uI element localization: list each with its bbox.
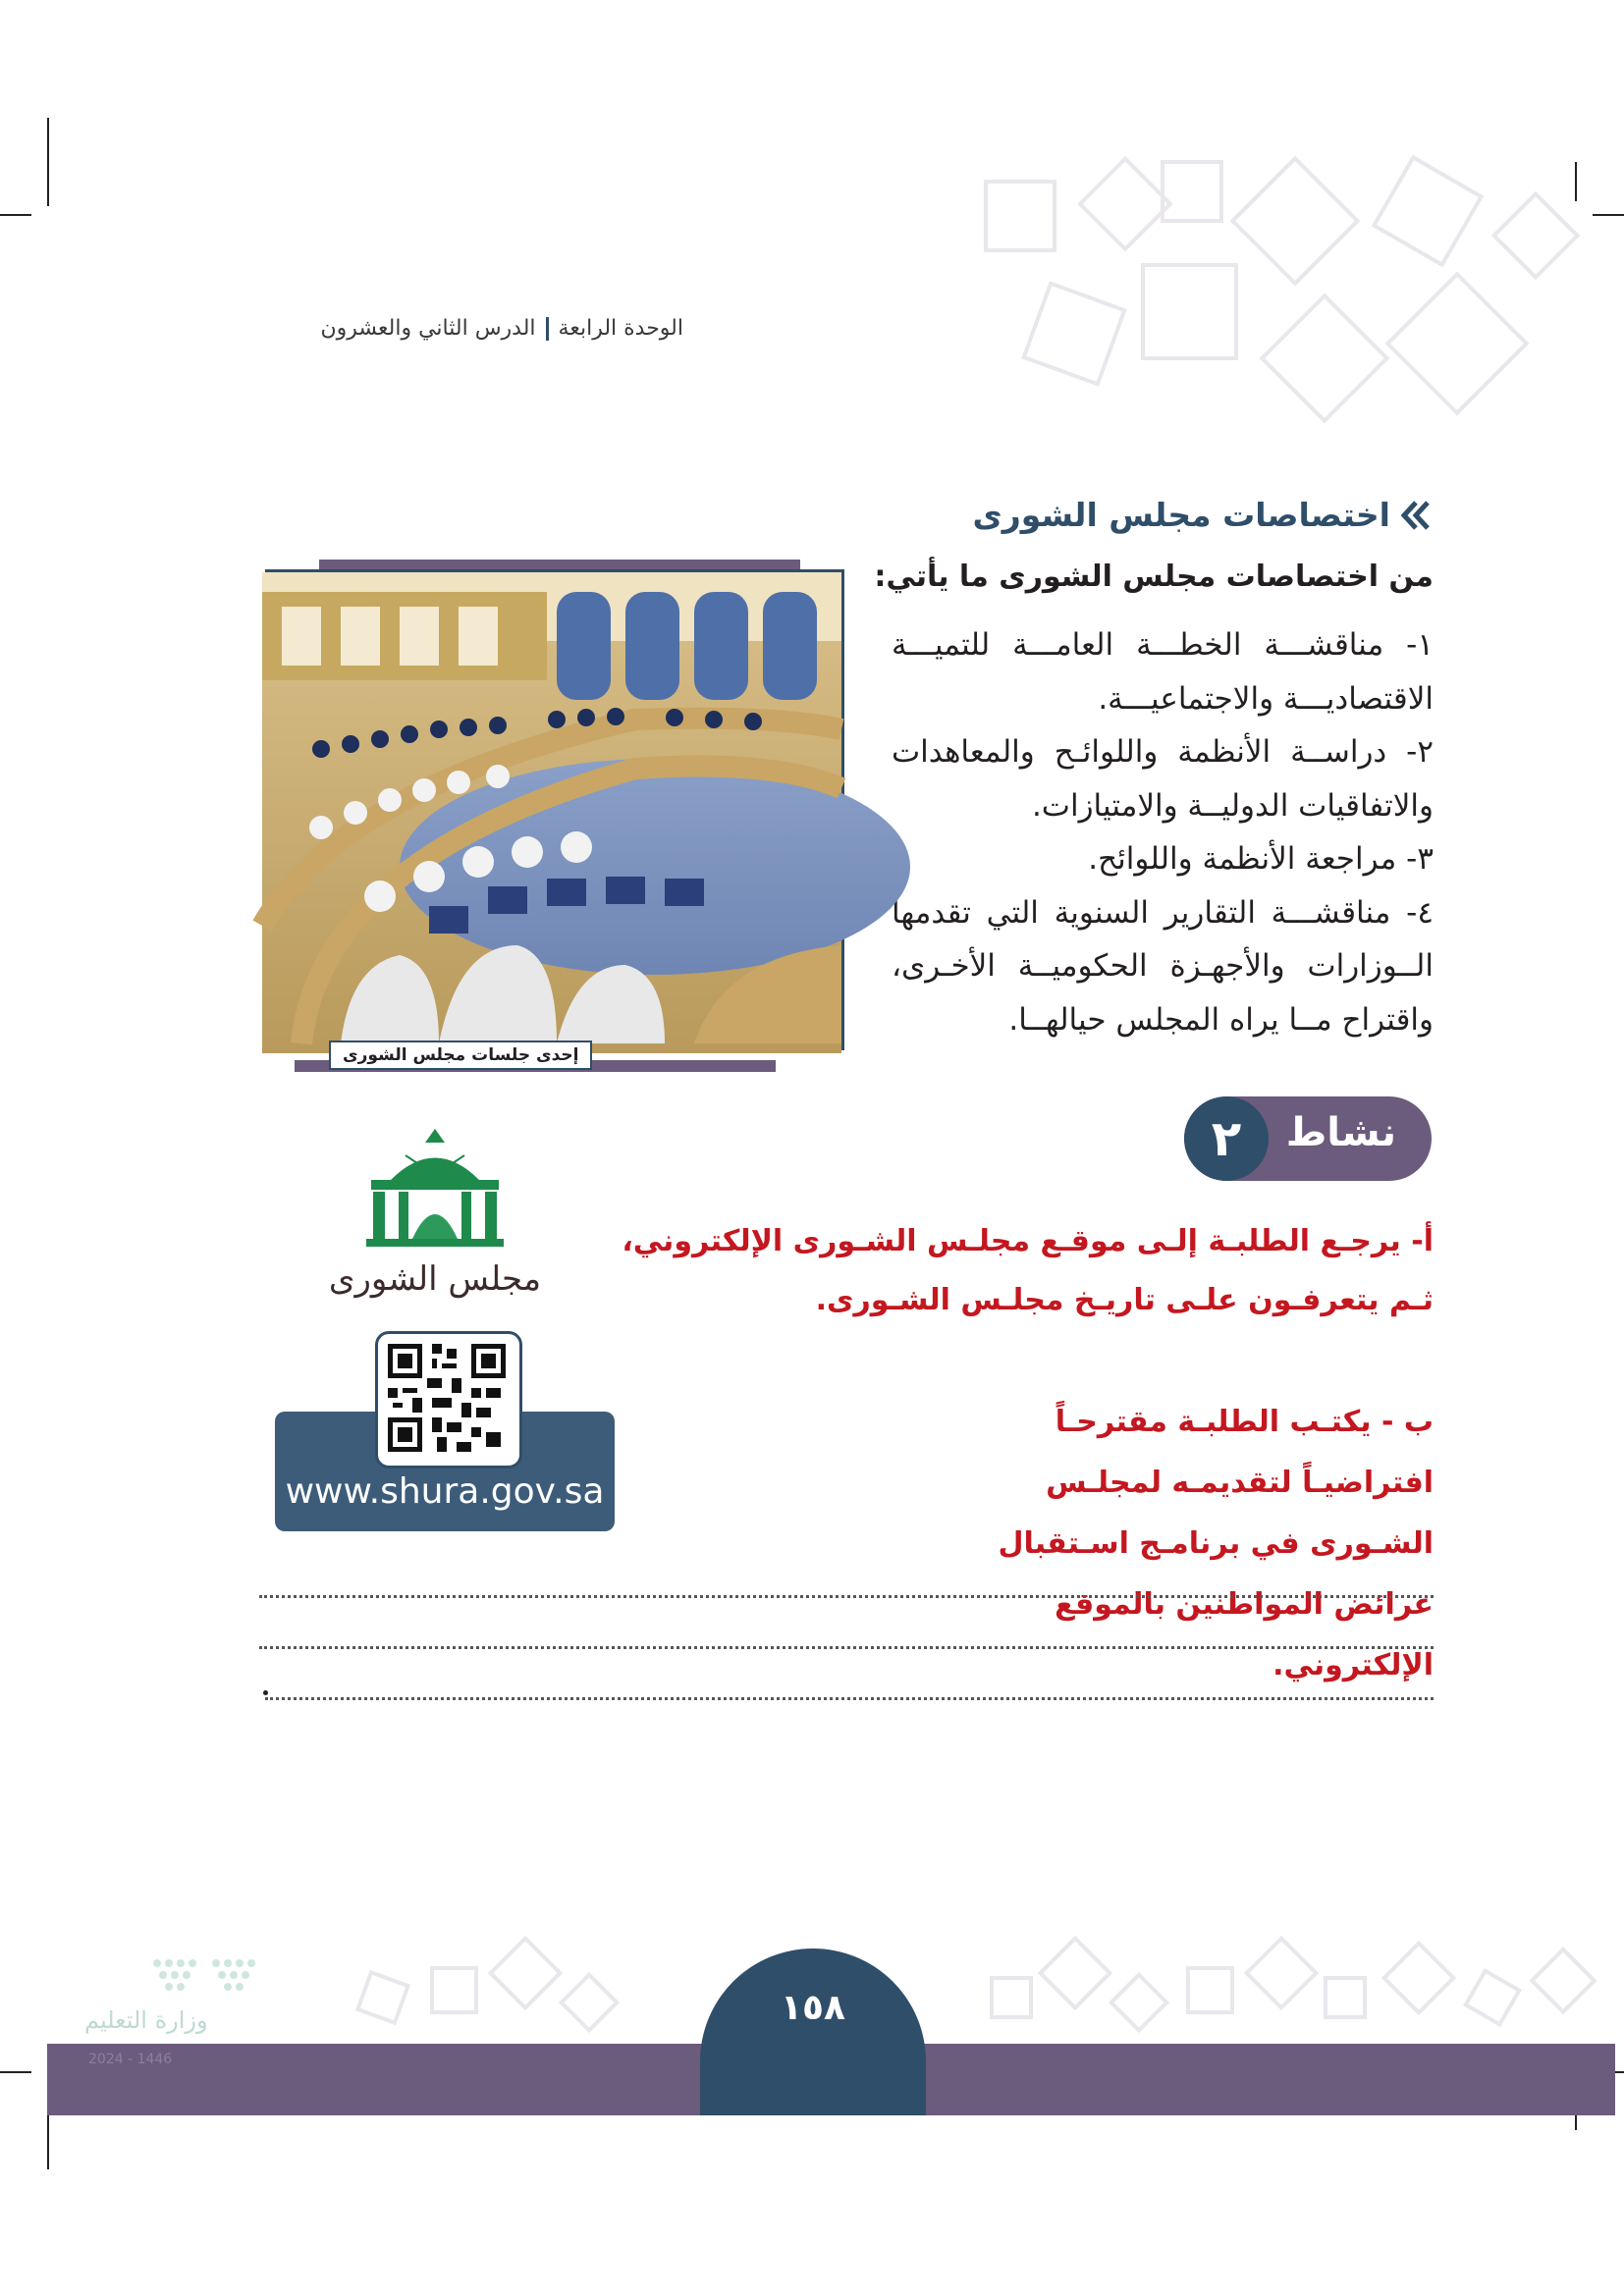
ministry-name: وزارة التعليم — [84, 2006, 208, 2034]
activity-number: ٢ — [1184, 1096, 1269, 1181]
answer-line[interactable] — [265, 1697, 1434, 1700]
ministry-year: 2024 - 1446 — [88, 2052, 173, 2067]
answer-line[interactable] — [259, 1646, 1434, 1649]
photo-frame-bar — [319, 560, 800, 569]
unit-label: الوحدة الرابعة — [558, 316, 683, 341]
crop-mark — [47, 118, 49, 206]
double-chevron-icon — [1400, 499, 1434, 532]
qr-code-icon — [388, 1344, 506, 1452]
logo-text: مجلس الشورى — [328, 1259, 542, 1299]
crop-mark — [0, 214, 31, 216]
shura-emblem-icon — [328, 1121, 542, 1308]
list-item: ٤- مناقشـــة التقارير السنوية التي تقدمها الــوزارات والأجهـزة الحكوميــة الأخـرى، واقتراح مــا يراه المجلس حيالهــا. — [892, 894, 1434, 1038]
running-header — [321, 316, 684, 341]
decorative-pattern — [976, 147, 1585, 471]
list-item: ٣- مراجعة الأنظمة واللوائح. — [1088, 841, 1434, 877]
shura-council-logo — [328, 1121, 542, 1308]
photo-caption: إحدى جلسات مجلس الشورى — [329, 1041, 592, 1070]
qr-code[interactable] — [375, 1331, 522, 1468]
activity-label: نشاط — [1285, 1110, 1396, 1155]
answer-line-end-dot — [263, 1690, 268, 1695]
activity-item-b — [923, 1392, 1434, 1696]
duties-list — [892, 618, 1434, 1046]
activity-item-a-text: أ- يرجـع الطلبـة إلـى موقـع مجلـس الشـورى الإلكتروني، ثـم يتعرفـون علـى تاريـخ مجلـس الشـورى. — [622, 1224, 1434, 1317]
header-separator — [546, 317, 549, 341]
website-url[interactable]: www.shura.gov.sa — [285, 1471, 605, 1512]
crop-mark — [0, 2071, 31, 2073]
photo-image — [265, 569, 844, 1050]
activity-item-a — [589, 1212, 1434, 1330]
page-number: ١٥٨ — [781, 1988, 845, 2028]
list-item: ١- مناقشـــة الخطـــة العامـــة للتميـــة الاقتصاديـــة والاجتماعيـــة. — [892, 627, 1434, 717]
lesson-label: الدرس الثاني والعشرون — [320, 316, 536, 341]
section-title — [973, 496, 1434, 534]
answer-line[interactable] — [259, 1595, 1434, 1598]
council-chamber-illustration — [262, 572, 841, 1053]
activity-item-b-text: ب - يكتـب الطلبـة مقترحـاً افتراضيـاً لتقديمـه لمجلـس الشـورى في برنامـج اسـتقبال عرائض المواطنين بالموقع الإلكتروني. — [998, 1405, 1434, 1682]
crop-mark — [1593, 214, 1624, 216]
activity-badge — [1184, 1096, 1432, 1181]
section-intro: من اختصاصات مجلس الشورى ما يأتي: — [874, 560, 1434, 594]
list-item: ٢- دراســة الأنظمة واللوائـح والمعاهدات والاتفاقيات الدوليــة والامتيازات. — [892, 734, 1434, 824]
section-title-text: اختصاصات مجلس الشورى — [972, 496, 1390, 534]
footer-pattern — [324, 1939, 1620, 2047]
council-session-photo — [265, 560, 844, 1065]
